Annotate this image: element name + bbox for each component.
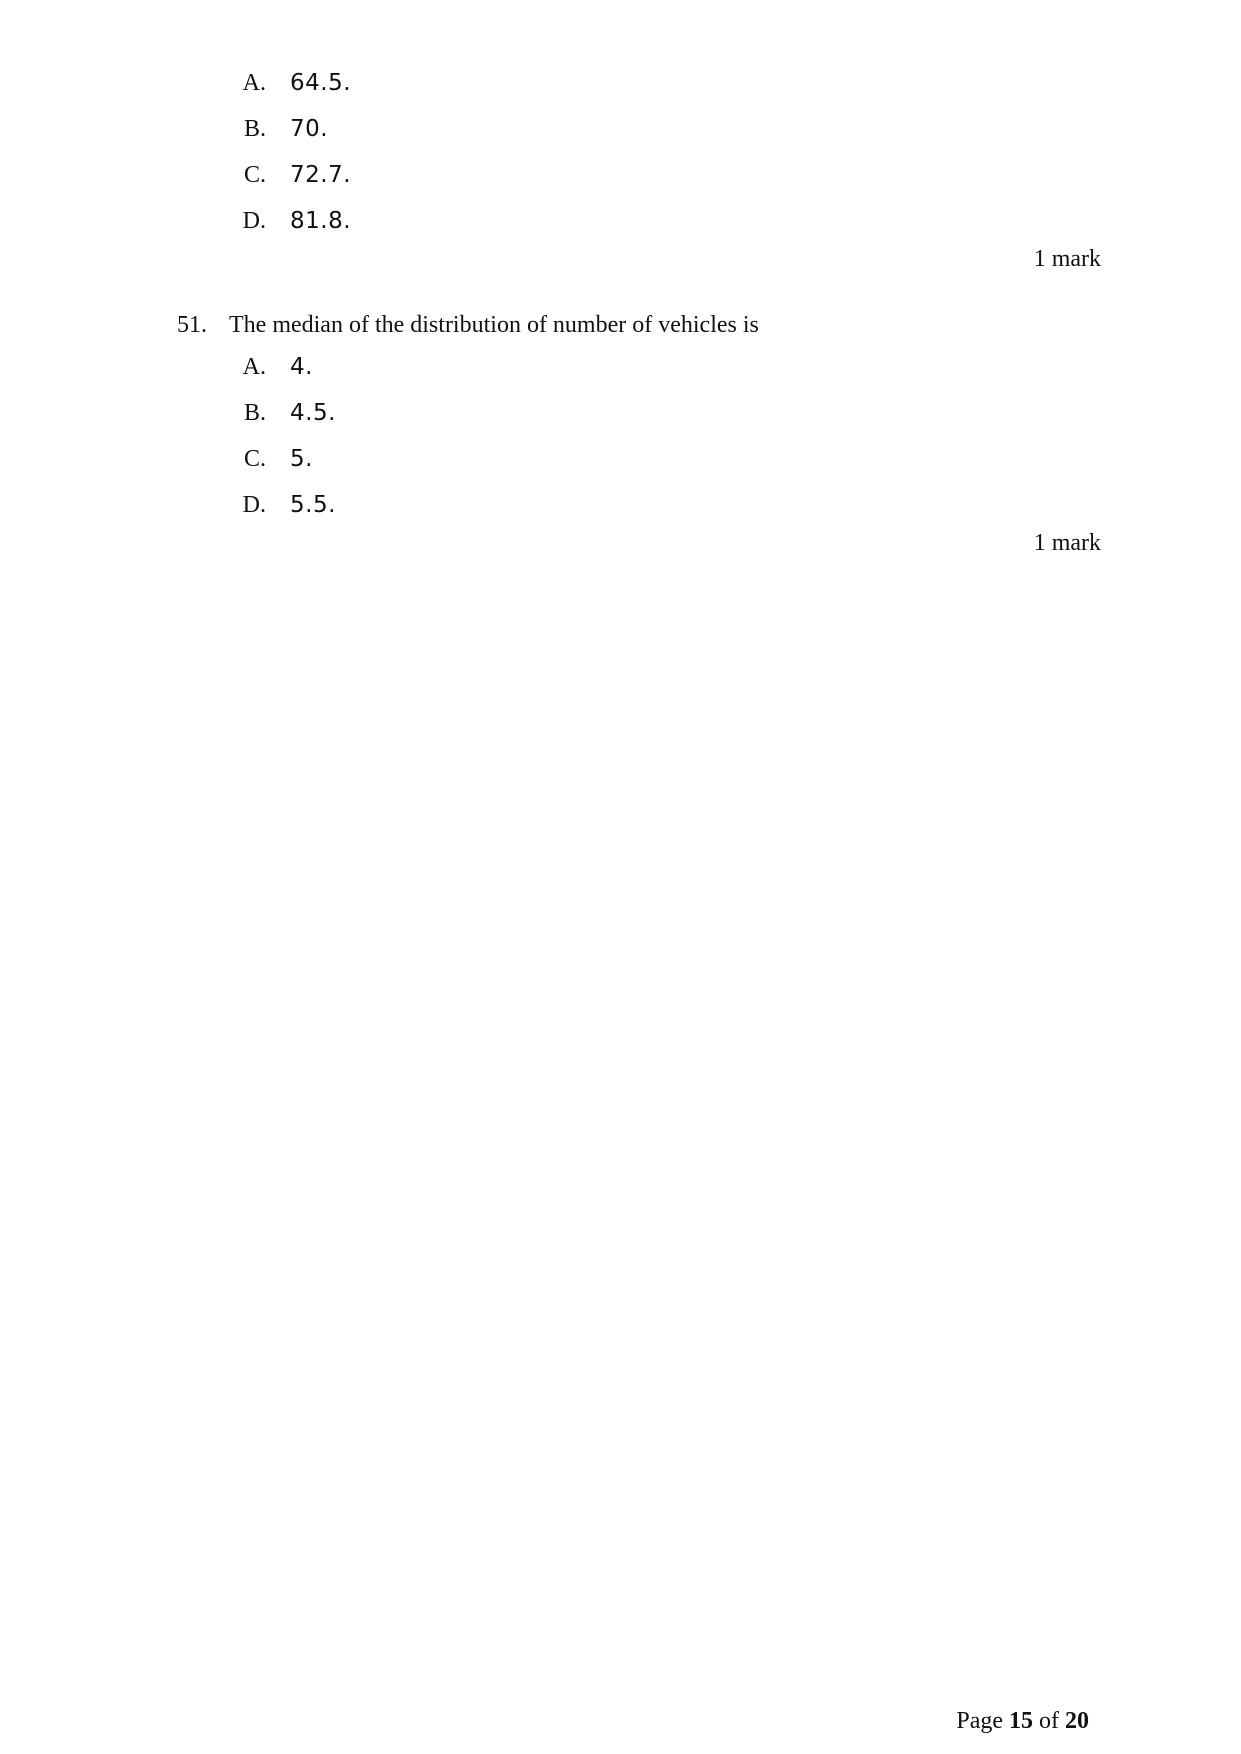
mark-label: 1 mark	[1033, 246, 1101, 272]
option-a	[220, 70, 351, 110]
option-d	[220, 208, 351, 248]
option-letter: C.	[243, 162, 266, 188]
option-b	[220, 116, 328, 156]
question-text: The median of the distribution of number of vehicles is	[229, 312, 759, 338]
option-letter: B.	[243, 116, 266, 142]
option-value: 5.	[290, 446, 313, 472]
option-value: 70.	[290, 116, 329, 142]
option-c	[220, 162, 351, 202]
current-page: 15	[1009, 1708, 1033, 1734]
option-c	[220, 446, 313, 486]
question-stem	[177, 312, 759, 339]
option-letter: A.	[242, 354, 266, 380]
page-number-footer	[956, 1708, 1089, 1735]
option-a	[220, 354, 313, 394]
question-number: 51.	[177, 312, 207, 338]
option-letter: D.	[242, 208, 266, 234]
option-value: 5.5.	[290, 492, 336, 518]
mark-label: 1 mark	[1033, 530, 1101, 556]
option-letter: B.	[243, 400, 266, 426]
option-value: 4.5.	[290, 400, 336, 426]
option-b	[220, 400, 336, 440]
option-letter: C.	[243, 446, 266, 472]
option-d	[220, 492, 336, 532]
option-value: 81.8.	[290, 208, 352, 234]
of-word: of	[1039, 1708, 1059, 1734]
page-word: Page	[956, 1708, 1003, 1734]
option-value: 72.7.	[290, 162, 352, 188]
option-letter: A.	[242, 70, 266, 96]
option-value: 64.5.	[290, 70, 352, 96]
option-letter: D.	[242, 492, 266, 518]
option-value: 4.	[290, 354, 313, 380]
total-pages: 20	[1065, 1708, 1089, 1734]
